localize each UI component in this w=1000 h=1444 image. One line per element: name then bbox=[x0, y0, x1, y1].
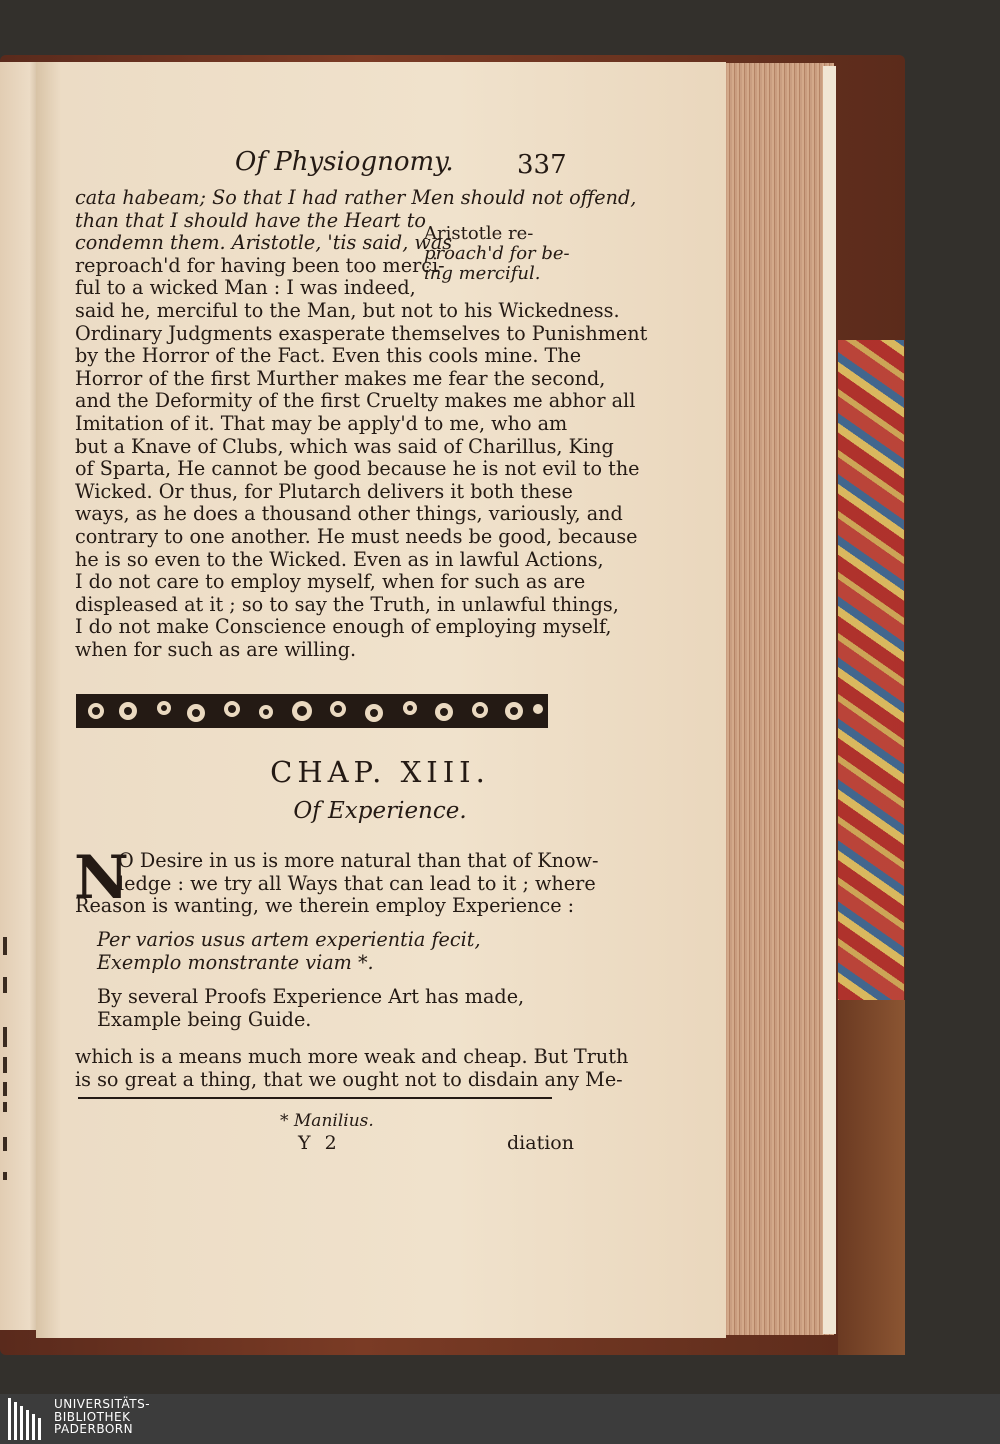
text-line: which is a means much more weak and cheap. But Truth bbox=[75, 1045, 629, 1068]
verse-line: By several Proofs Experience Art has made, bbox=[97, 985, 525, 1008]
margin-note bbox=[424, 224, 570, 284]
text-line: I do not care to employ myself, when for such as are bbox=[75, 570, 586, 594]
drop-cap: N bbox=[74, 843, 129, 913]
text-line: but a Knave of Clubs, which was said of Charillus, King bbox=[75, 434, 614, 458]
chapter-opening bbox=[118, 849, 599, 895]
page-number: 337 bbox=[517, 150, 567, 180]
text-line: he is so even to the Wicked. Even as in lawful Actions, bbox=[75, 547, 604, 571]
text-line: of Sparta, He cannot be good because he is not evil to the bbox=[75, 457, 640, 481]
text-line: by the Horror of the Fact. Even this cools mine. The bbox=[75, 344, 582, 368]
verse-line: Exemplo monstrante viam *. bbox=[97, 950, 374, 974]
text-line: ways, as he does a thousand other things, variously, and bbox=[75, 502, 623, 526]
text-line: displeased at it ; so to say the Truth, in unlawful things, bbox=[75, 592, 619, 616]
cover-corner bbox=[838, 1000, 905, 1355]
text-line: than that I should have the Heart to bbox=[75, 208, 426, 232]
margin-note-line: ing merciful. bbox=[424, 263, 541, 284]
page-edge-highlight bbox=[823, 66, 836, 1334]
verse-line: Example being Guide. bbox=[97, 1007, 312, 1031]
text-line: O Desire in us is more natural than that of Know- bbox=[118, 849, 599, 872]
text-line: Imitation of it. That may be apply'd to me, who am bbox=[75, 411, 568, 435]
text-line: ful to a wicked Man : I was indeed, bbox=[75, 276, 416, 300]
library-name-line: BIBLIOTHEK bbox=[54, 1409, 131, 1424]
library-name-line: PADERBORN bbox=[54, 1422, 134, 1436]
margin-note-line: proach'd for be- bbox=[424, 243, 570, 264]
running-head: Of Physiognomy. bbox=[235, 147, 454, 177]
catchword: diation bbox=[507, 1132, 574, 1154]
latin-verse bbox=[97, 929, 481, 974]
library-logo-icon bbox=[6, 1398, 46, 1440]
text-line: ledge : we try all Ways that can lead to it ; where bbox=[118, 871, 596, 895]
chapter-number: CHAP. XIII. bbox=[270, 755, 490, 789]
text-line: when for such as are willing. bbox=[75, 637, 357, 661]
text-line: I do not make Conscience enough of employing myself, bbox=[75, 615, 612, 639]
footnote-rule bbox=[78, 1097, 552, 1099]
marbled-endpaper bbox=[838, 340, 904, 1060]
verse-line: Per varios usus artem experientia fecit, bbox=[97, 928, 481, 951]
text-line: is so great a thing, that we ought not to disdain any Me- bbox=[75, 1067, 623, 1091]
text-line: reproach'd for having been too merci- bbox=[75, 253, 445, 277]
library-name bbox=[54, 1398, 150, 1436]
margin-note-line: Aristotle re- bbox=[424, 223, 534, 244]
chapter-title: Of Experience. bbox=[293, 798, 467, 824]
footnote: * Manilius. bbox=[280, 1111, 374, 1131]
verse-translation bbox=[97, 986, 524, 1031]
text-line: and the Deformity of the first Cruelty makes me abhor all bbox=[75, 389, 636, 413]
text-line: contrary to one another. He must needs be good, because bbox=[75, 524, 638, 548]
ornamental-headpiece bbox=[76, 690, 548, 732]
text-line: cata habeam; So that I had rather Men should not offend, bbox=[75, 186, 637, 209]
text-line: Horror of the first Murther makes me fear the second, bbox=[75, 366, 606, 390]
text-line: Reason is wanting, we therein employ Experience : bbox=[75, 894, 575, 917]
text-line: condemn them. Aristotle, 'tis said, was bbox=[75, 231, 453, 255]
closing-text bbox=[75, 1045, 629, 1091]
text-line: Wicked. Or thus, for Plutarch delivers it both these bbox=[75, 479, 573, 503]
text-line: said he, merciful to the Man, but not to his Wickedness. bbox=[75, 298, 620, 322]
library-name-line: UNIVERSITÄTS- bbox=[54, 1397, 151, 1411]
text-line: Ordinary Judgments exasperate themselves to Punishment bbox=[75, 321, 648, 345]
signature-mark: Y 2 bbox=[298, 1132, 341, 1154]
